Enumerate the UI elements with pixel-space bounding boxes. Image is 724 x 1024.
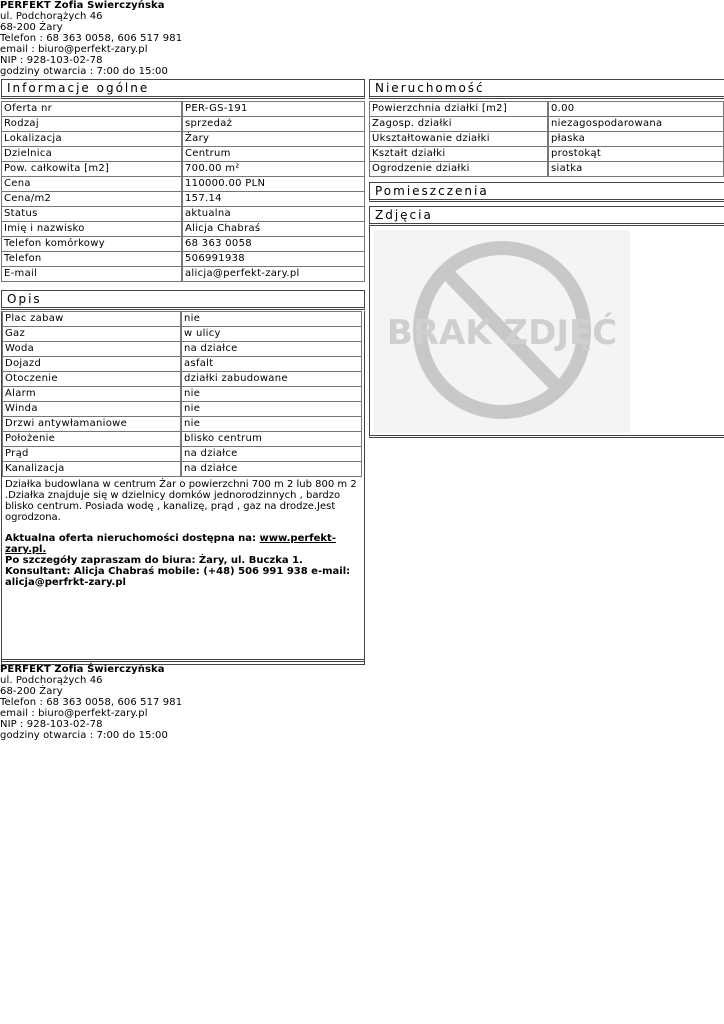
opis-bottom-rule bbox=[2, 659, 364, 662]
opis-label: Otoczenie bbox=[2, 372, 181, 387]
general-info-label: Telefon bbox=[1, 252, 182, 267]
general-info-value: aktualna bbox=[182, 207, 365, 222]
general-info-row bbox=[1, 252, 365, 267]
opis-label: Położenie bbox=[2, 432, 181, 447]
property-value: siatka bbox=[548, 162, 724, 177]
agency-street: ul. Podchorążych 46 bbox=[0, 11, 103, 22]
agency-phone: Telefon : 68 363 0058, 606 517 981 bbox=[0, 33, 183, 44]
general-info-row bbox=[1, 222, 365, 237]
opis-label: Alarm bbox=[2, 387, 181, 402]
agency-hours: godziny otwarcia : 7:00 do 15:00 bbox=[0, 730, 168, 741]
general-info-row bbox=[1, 101, 365, 117]
opis-label: Plac zabaw bbox=[2, 311, 181, 327]
opis-section bbox=[1, 290, 365, 664]
opis-row bbox=[2, 402, 362, 417]
general-info-value: Żary bbox=[182, 132, 365, 147]
opis-promo bbox=[5, 533, 361, 588]
agency-city: 68-200 Żary bbox=[0, 22, 63, 33]
opis-value: na działce bbox=[181, 447, 362, 462]
general-info-value: 700.00 m² bbox=[182, 162, 365, 177]
general-info-label: Imię i nazwisko bbox=[1, 222, 182, 237]
agency-nip: NIP : 928-103-02-78 bbox=[0, 719, 103, 730]
general-info-row bbox=[1, 237, 365, 252]
property-label: Zagosp. działki bbox=[369, 117, 548, 132]
property-table bbox=[369, 101, 724, 177]
agency-city: 68-200 Żary bbox=[0, 686, 63, 697]
general-info-label: Cena/m2 bbox=[1, 192, 182, 207]
general-info-value: 157.14 bbox=[182, 192, 365, 207]
general-info-row bbox=[1, 162, 365, 177]
no-photo-text: BRAK ZDJĘĆ bbox=[386, 313, 618, 353]
general-info-row bbox=[1, 117, 365, 132]
opis-promo-prefix: Aktualna oferta nieruchomości dostępna na: bbox=[5, 533, 260, 544]
opis-panel bbox=[1, 311, 365, 665]
opis-label: Prąd bbox=[2, 447, 181, 462]
opis-row bbox=[2, 462, 362, 477]
opis-row bbox=[2, 447, 362, 462]
general-info-row bbox=[1, 192, 365, 207]
no-photo-icon bbox=[374, 230, 630, 433]
property-header: Nieruchomość bbox=[369, 79, 724, 99]
photos-header: Zdjęcia bbox=[369, 206, 724, 226]
general-info-label: Cena bbox=[1, 177, 182, 192]
opis-value: asfalt bbox=[181, 357, 362, 372]
opis-value: na działce bbox=[181, 462, 362, 477]
general-info-row bbox=[1, 147, 365, 162]
opis-value: nie bbox=[181, 311, 362, 327]
general-info-label: Pow. całkowita [m2] bbox=[1, 162, 182, 177]
agency-phone: Telefon : 68 363 0058, 606 517 981 bbox=[0, 697, 183, 708]
opis-description-block bbox=[2, 477, 364, 600]
opis-value: działki zabudowane bbox=[181, 372, 362, 387]
property-row bbox=[369, 132, 724, 147]
agency-name: PERFEKT Zofia Świerczyńska bbox=[0, 0, 165, 11]
left-column bbox=[1, 79, 365, 282]
general-info-label: Rodzaj bbox=[1, 117, 182, 132]
opis-value: nie bbox=[181, 387, 362, 402]
property-value: niezagospodarowana bbox=[548, 117, 724, 132]
opis-label: Dojazd bbox=[2, 357, 181, 372]
opis-label: Drzwi antywłamaniowe bbox=[2, 417, 181, 432]
opis-value: nie bbox=[181, 417, 362, 432]
property-value: 0.00 bbox=[548, 101, 724, 117]
property-value: prostokąt bbox=[548, 147, 724, 162]
opis-description: Działka budowlana w centrum Żar o powierzchni 700 m 2 lub 800 m 2 .Działka znajduje się w dzielnicy domków jednorodzinnych , bardzo blisko centrum. Posiada wodę , kanalizę, prąd , gaz na drodze.Jest ogrodzona. bbox=[5, 479, 357, 523]
no-photo-placeholder bbox=[374, 230, 630, 433]
opis-label: Winda bbox=[2, 402, 181, 417]
agency-email: email : biuro@perfekt-zary.pl bbox=[0, 44, 148, 55]
property-row bbox=[369, 147, 724, 162]
general-info-value: 68 363 0058 bbox=[182, 237, 365, 252]
opis-promo-rest: Po szczegóły zapraszam do biura: Żary, ul. Buczka 1. Konsultant: Alicja Chabraś mobile: (+48) 506 991 938 e-mail: alicja@perfrkt-zary.pl bbox=[5, 555, 351, 588]
opis-table bbox=[2, 311, 362, 477]
opis-row bbox=[2, 432, 362, 447]
general-info-value: Alicja Chabraś bbox=[182, 222, 365, 237]
opis-row bbox=[2, 311, 362, 327]
general-info-value: PER-GS-191 bbox=[182, 101, 365, 117]
agency-email: email : biuro@perfekt-zary.pl bbox=[0, 708, 148, 719]
opis-header: Opis bbox=[1, 290, 365, 310]
agency-nip: NIP : 928-103-02-78 bbox=[0, 55, 103, 66]
opis-row bbox=[2, 357, 362, 372]
general-info-value: Centrum bbox=[182, 147, 365, 162]
general-info-value: alicja@perfekt-zary.pl bbox=[182, 267, 365, 282]
general-info-value: 506991938 bbox=[182, 252, 365, 267]
agency-name: PERFEKT Zofia Świerczyńska bbox=[0, 664, 165, 675]
general-info-label: Status bbox=[1, 207, 182, 222]
property-label: Ogrodzenie działki bbox=[369, 162, 548, 177]
agency-street: ul. Podchorążych 46 bbox=[0, 675, 103, 686]
website-link[interactable]: www.perfekt-zary.pl. bbox=[5, 533, 336, 555]
general-info-table bbox=[1, 101, 365, 282]
right-column bbox=[369, 79, 724, 438]
opis-value: blisko centrum bbox=[181, 432, 362, 447]
general-info-label: Telefon komórkowy bbox=[1, 237, 182, 252]
general-info-row bbox=[1, 132, 365, 147]
property-value: płaska bbox=[548, 132, 724, 147]
general-info-header: Informacje ogólne bbox=[1, 79, 365, 99]
opis-label: Gaz bbox=[2, 327, 181, 342]
opis-label: Kanalizacja bbox=[2, 462, 181, 477]
rooms-header: Pomieszczenia bbox=[369, 182, 724, 202]
general-info-label: Dzielnica bbox=[1, 147, 182, 162]
opis-row bbox=[2, 387, 362, 402]
general-info-value: sprzedaż bbox=[182, 117, 365, 132]
opis-row bbox=[2, 327, 362, 342]
opis-value: na działce bbox=[181, 342, 362, 357]
general-info-label: E-mail bbox=[1, 267, 182, 282]
agency-header bbox=[0, 0, 182, 77]
opis-row bbox=[2, 342, 362, 357]
agency-hours: godziny otwarcia : 7:00 do 15:00 bbox=[0, 66, 168, 77]
agency-footer bbox=[0, 664, 182, 741]
opis-label: Woda bbox=[2, 342, 181, 357]
property-label: Powierzchnia działki [m2] bbox=[369, 101, 548, 117]
property-label: Ukształtowanie działki bbox=[369, 132, 548, 147]
general-info-row bbox=[1, 207, 365, 222]
property-row bbox=[369, 117, 724, 132]
property-row bbox=[369, 162, 724, 177]
general-info-value: 110000.00 PLN bbox=[182, 177, 365, 192]
property-row bbox=[369, 101, 724, 117]
property-label: Kształt działki bbox=[369, 147, 548, 162]
general-info-label: Lokalizacja bbox=[1, 132, 182, 147]
general-info-label: Oferta nr bbox=[1, 101, 182, 117]
general-info-row bbox=[1, 177, 365, 192]
opis-value: w ulicy bbox=[181, 327, 362, 342]
general-info-row bbox=[1, 267, 365, 282]
opis-row bbox=[2, 417, 362, 432]
opis-row bbox=[2, 372, 362, 387]
photos-panel bbox=[369, 226, 724, 438]
opis-value: nie bbox=[181, 402, 362, 417]
